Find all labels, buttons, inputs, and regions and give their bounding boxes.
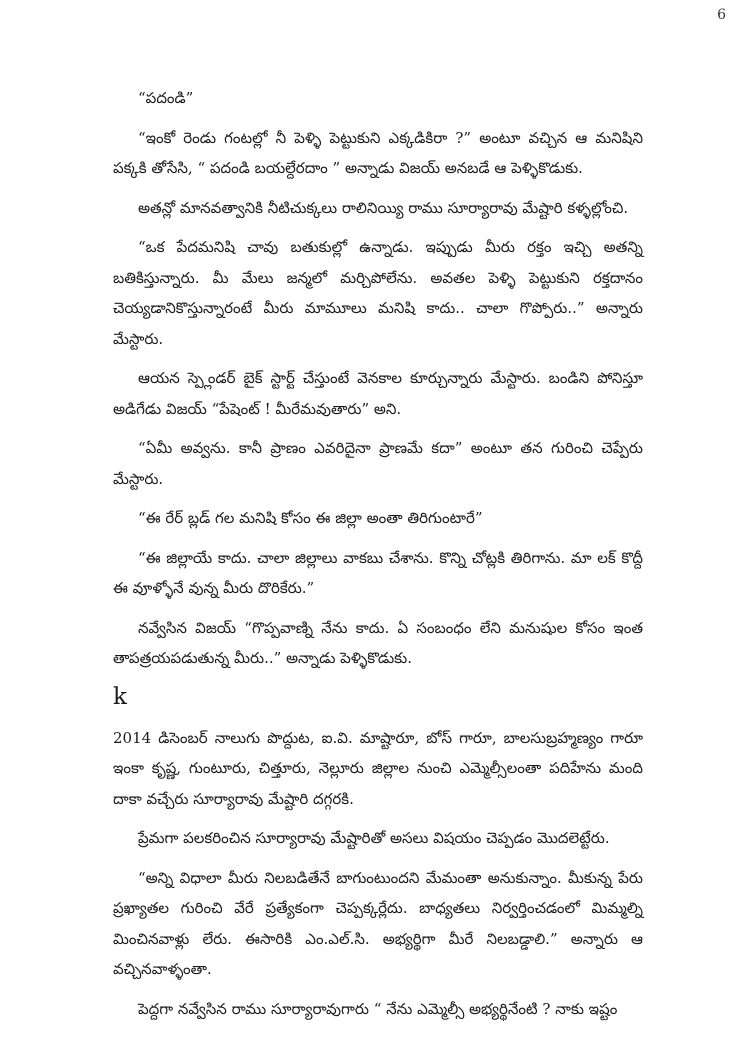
paragraph: “ఈ రేర్ బ్లడ్ గల మనిషి కోసం ఈ జిల్లా అంతా తిరిగుంటారే” (138, 509, 483, 527)
paragraph: ప్రేమగా పలకరించిన సూర్యారావు మేష్టారితో అసలు విషయం చెప్పడం మొదలెట్టేరు. (138, 829, 610, 847)
paragraph: పెద్దగా నవ్వేసిన రాము సూర్యారావుగారు “ నేను ఎమ్మెల్సీ అభ్యర్థినేంటి ? నాకు ఇష్టం (138, 999, 618, 1018)
paragraph: “ఈ జిల్లాయే కాదు. చాలా జిల్లాలు వాకబు చేశాను. కొన్ని చోట్లకి తిరిగాను. మా లక్ కొద్దీ ఈ వూళ్ళోనే వున్న మీరు దొరికేరు.” (113, 548, 643, 597)
paragraph: ఆయన స్ప్లెండర్ బైక్ స్టార్ట్ చేస్తుంటే వెనకాల కూర్చున్నారు మేస్టారు. బండిని పోనిస్తూ అడిగేడు విజయ్ “పేషెంట్ ! మీరేమవుతారు” అని. (113, 369, 643, 418)
paragraph: 2014 డిసెంబర్ నాలుగు పొద్దుట, ఐ.వి. మాష్టారూ, బోస్ గారూ, బాలసుబ్రహ్మణ్యం గారూ ఇంకా కృష్ణ, గుంటూరు, చిత్తూరు, నెల్లూరు జిల్లాల నుంచి ఎమ్మెల్సీలంతా పదిహేను మంది దాకా వచ్చేరు సూర్యారావు మేష్టారి దగ్గరకి. (113, 728, 643, 808)
section-break-mark: k (113, 683, 127, 710)
paragraph: నవ్వేసిన విజయ్ “గొప్పవాణ్ని నేను కాదు. ఏ సంబంధం లేని మనుషుల కోసం ఇంత తాపత్రయపడుతున్న మీరు..” అన్నాడు పెళ్ళికొడుకు. (113, 618, 643, 667)
page-body (113, 83, 643, 1033)
paragraph: “ఏమీ అవ్వను. కానీ ప్రాణం ఎవరిదైనా ప్రాణమే కదా” అంటూ తన గురించి చెప్పేరు మేస్టారు. (113, 439, 643, 488)
page-number: 6 (717, 7, 726, 23)
paragraph: అతన్లో మానవత్వానికి నీటిచుక్కలు రాలినియ్యి రాము సూర్యారావు మేష్టారి కళ్ళల్లోంచి. (138, 198, 629, 217)
paragraph: “పదండి” (138, 89, 194, 107)
paragraph: “ఒక పేదమనిషి చావు బతుకుల్లో ఉన్నాడు. ఇప్పుడు మీరు రక్తం ఇచ్చి అతన్ని బతికిస్తున్నారు. మీ మేలు జన్మలో మర్చిపోలేను. అవతల పెళ్ళి పెట్టుకుని రక్తదానం చెయ్యడానికొస్తున్నారంటే మీరు మామూలు మనిషి కాదు.. చాలా గొప్పోరు..” అన్నారు మేస్టారు. (113, 238, 643, 348)
paragraph: “అన్ని విధాలా మీరు నిలబడితేనే బాగుంటుందని మేమంతా అనుకున్నాం. మీకున్న పేరు ప్రఖ్యాతల గురించి వేరే ప్రత్యేకంగా చెప్పక్కర్లేదు. బాధ్యతలు నిర్వర్తించడంలో మిమ్మల్ని మించినవాళ్లు లేరు. ఈసారికి ఎం.ఎల్.సి. అభ్యర్థిగా మీరే నిలబడ్డాలి.” అన్నారు ఆ వచ్చినవాళ్ళంతా. (113, 868, 643, 978)
paragraph: “ఇంకో రెండు గంటల్లో నీ పెళ్ళి పెట్టుకుని ఎక్కడికిరా ?” అంటూ వచ్చిన ఆ మనిషిని పక్కకి తోసేసి, “ పదండి బయల్దేరదాం ” అన్నాడు విజయ్ అనబడే ఆ పెళ్ళికొడుకు. (113, 128, 643, 177)
